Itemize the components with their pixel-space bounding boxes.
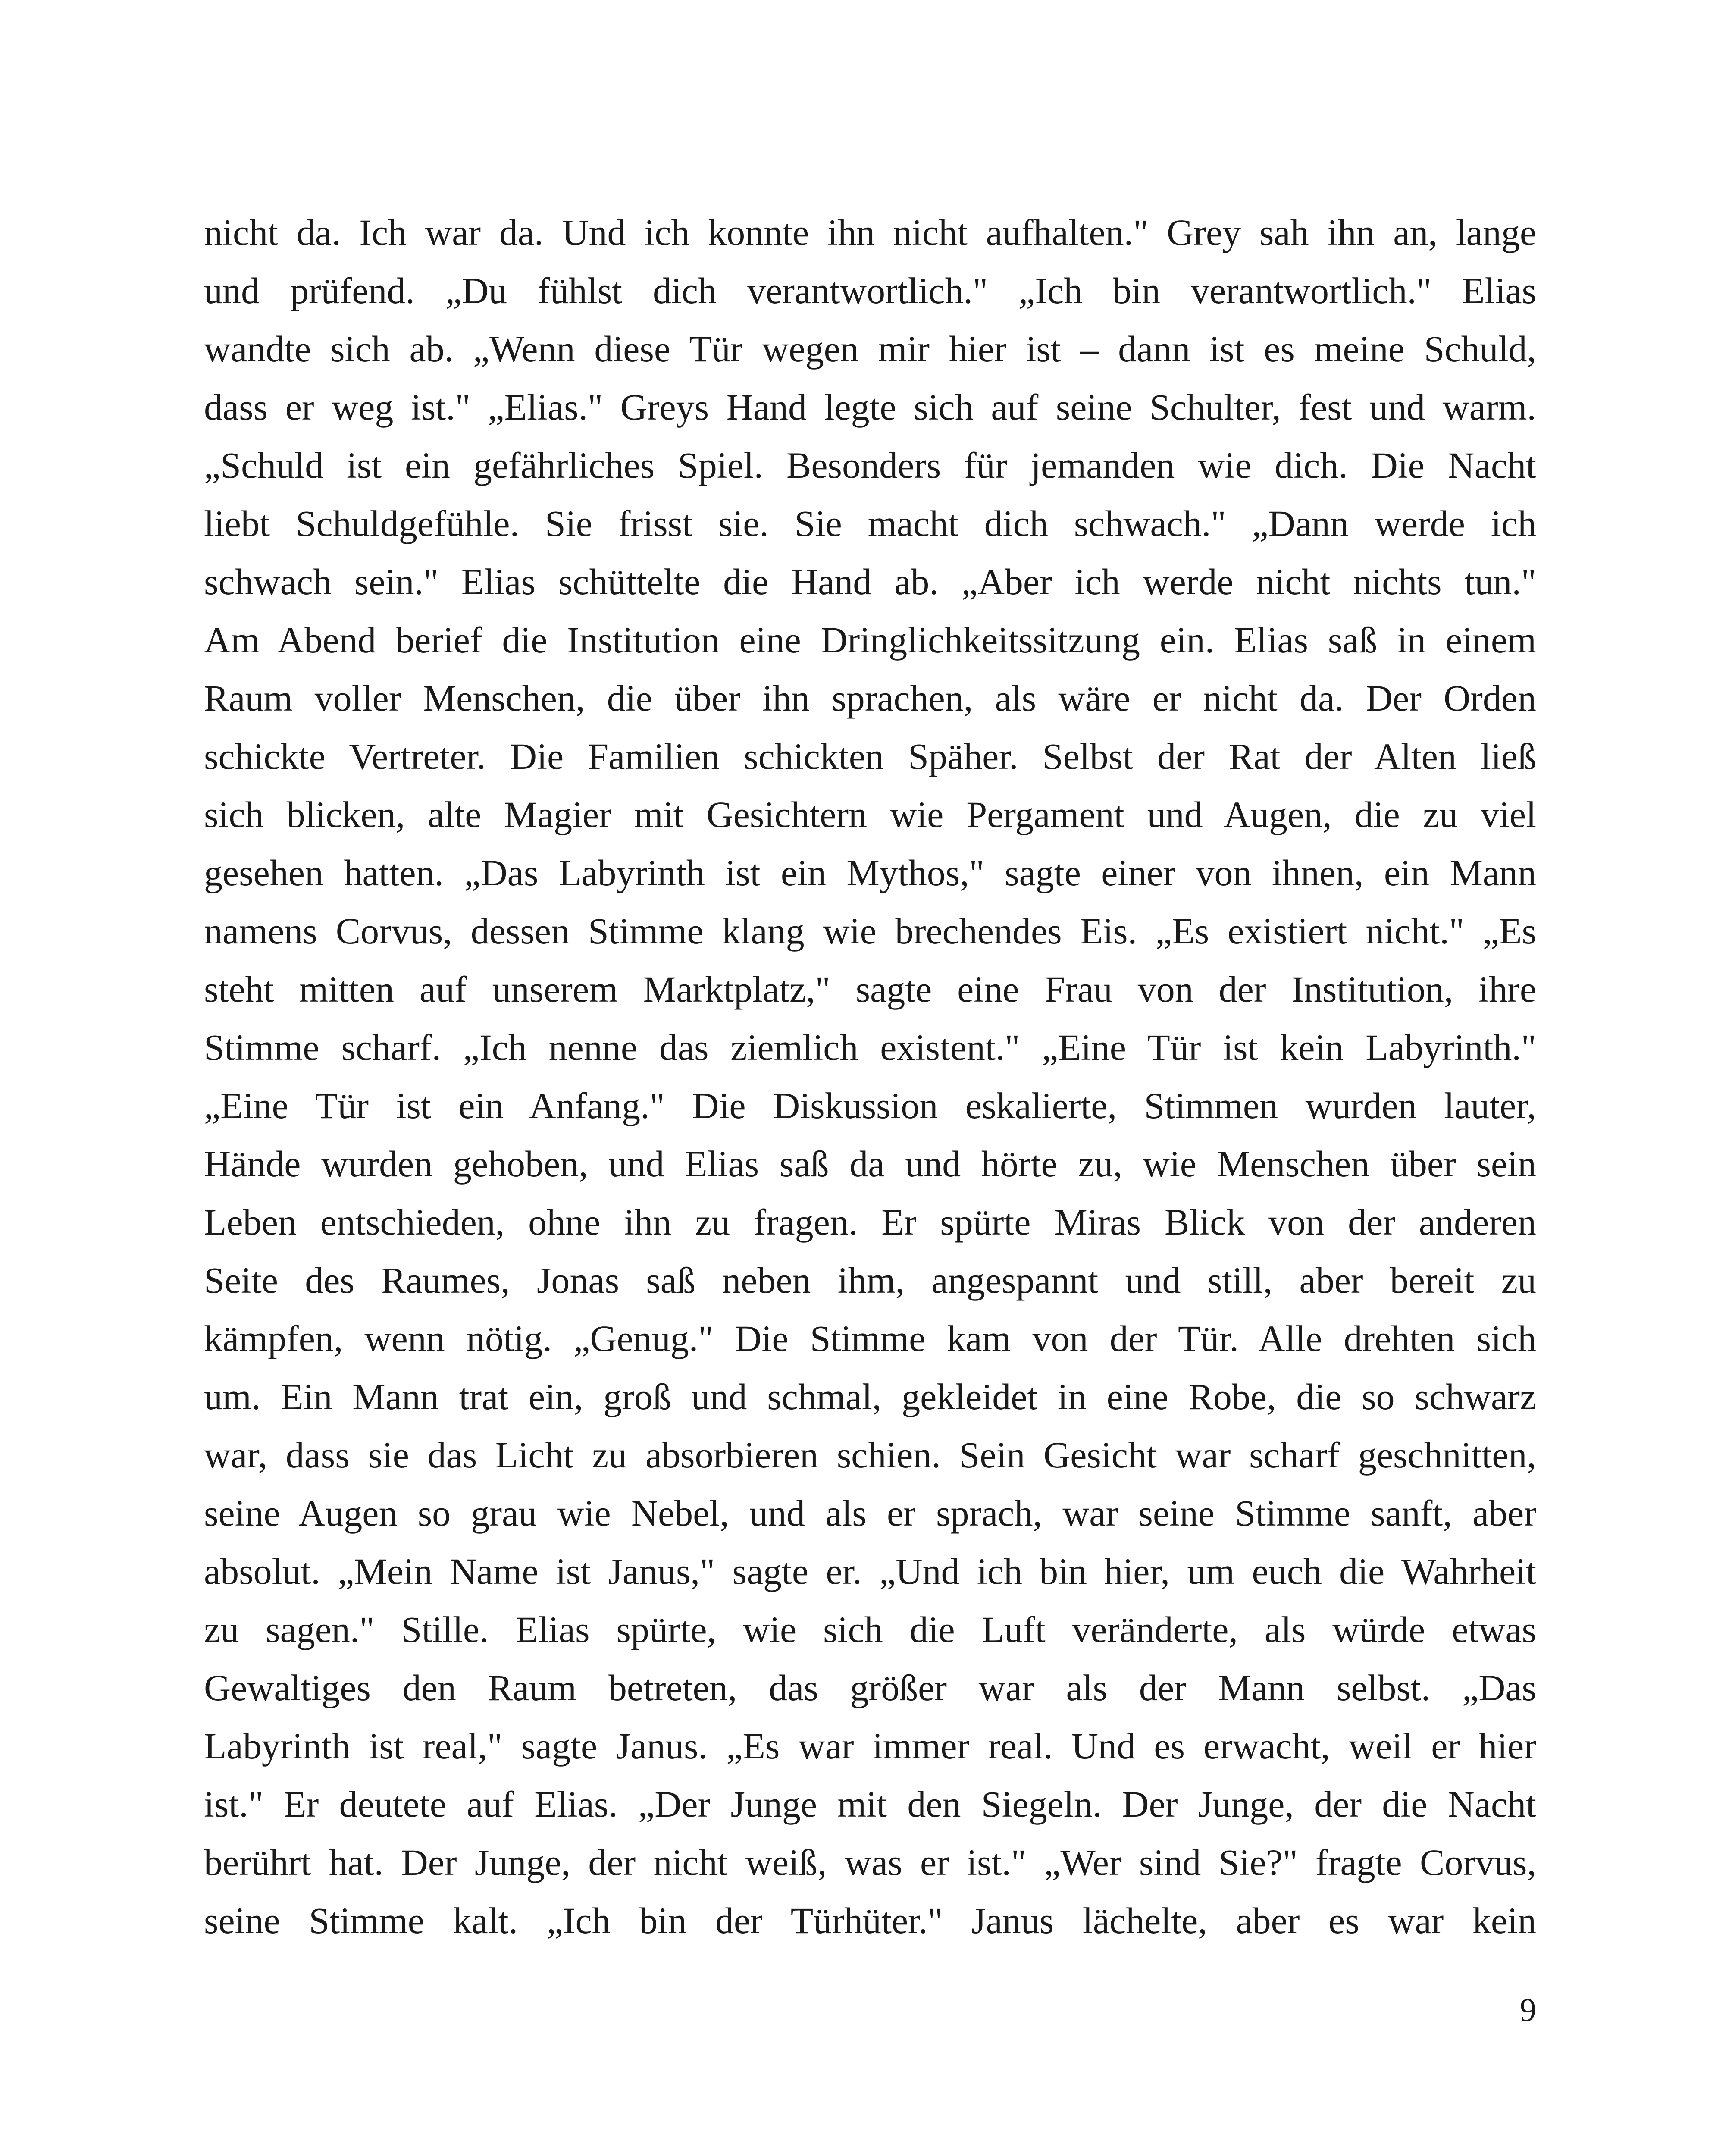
body-text <box>204 204 1536 1950</box>
text-line: namens Corvus, dessen Stimme klang wie brechendes Eis. „Es existiert nicht." „Es <box>204 910 1536 952</box>
text-line: schickte Vertreter. Die Familien schickten Späher. Selbst der Rat der Alten ließ <box>204 736 1536 777</box>
text-line: Labyrinth ist real," sagte Janus. „Es war immer real. Und es erwacht, weil er hier <box>204 1725 1536 1767</box>
text-line: Gewaltiges den Raum betreten, das größer war als der Mann selbst. „Das <box>204 1667 1536 1708</box>
text-line: steht mitten auf unserem Marktplatz," sagte eine Frau von der Institution, ihre <box>204 968 1536 1010</box>
text-line: Stimme scharf. „Ich nenne das ziemlich existent." „Eine Tür ist kein Labyrinth." <box>204 1027 1536 1068</box>
text-line: wandte sich ab. „Wenn diese Tür wegen mir hier ist – dann ist es meine Schuld, <box>204 328 1536 370</box>
text-line: „Schuld ist ein gefährliches Spiel. Besonders für jemanden wie dich. Die Nacht <box>204 445 1536 486</box>
text-line: absolut. „Mein Name ist Janus," sagte er. „Und ich bin hier, um euch die Wahrheit <box>204 1551 1536 1592</box>
text-line: Am Abend berief die Institution eine Dringlichkeitssitzung ein. Elias saß in einem <box>204 619 1536 661</box>
text-line: seine Stimme kalt. „Ich bin der Türhüter." Janus lächelte, aber es war kein <box>204 1900 1536 1941</box>
text-line: nicht da. Ich war da. Und ich konnte ihn nicht aufhalten." Grey sah ihn an, lange <box>204 212 1536 253</box>
text-line: war, dass sie das Licht zu absorbieren schien. Sein Gesicht war scharf geschnitten, <box>204 1434 1536 1476</box>
text-line: Seite des Raumes, Jonas saß neben ihm, angespannt und still, aber bereit zu <box>204 1260 1536 1301</box>
text-line: gesehen hatten. „Das Labyrinth ist ein Mythos," sagte einer von ihnen, ein Mann <box>204 852 1536 893</box>
text-line: Hände wurden gehoben, und Elias saß da und hörte zu, wie Menschen über sein <box>204 1143 1536 1185</box>
text-line: berührt hat. Der Junge, der nicht weiß, was er ist." „Wer sind Sie?" fragte Corvus, <box>204 1842 1536 1883</box>
text-line: Leben entschieden, ohne ihn zu fragen. Er spürte Miras Blick von der anderen <box>204 1201 1536 1243</box>
page-number: 9 <box>1520 1992 1536 2028</box>
text-line: kämpfen, wenn nötig. „Genug." Die Stimme kam von der Tür. Alle drehten sich <box>204 1318 1536 1359</box>
text-line: „Eine Tür ist ein Anfang." Die Diskussion eskalierte, Stimmen wurden lauter, <box>204 1085 1536 1126</box>
text-line: ist." Er deutete auf Elias. „Der Junge mit den Siegeln. Der Junge, der die Nacht <box>204 1783 1536 1825</box>
text-line: liebt Schuldgefühle. Sie frisst sie. Sie macht dich schwach." „Dann werde ich <box>204 503 1536 544</box>
text-line: und prüfend. „Du fühlst dich verantwortlich." „Ich bin verantwortlich." Elias <box>204 270 1536 311</box>
text-line: seine Augen so grau wie Nebel, und als er sprach, war seine Stimme sanft, aber <box>204 1492 1536 1534</box>
text-line: um. Ein Mann trat ein, groß und schmal, gekleidet in eine Robe, die so schwarz <box>204 1376 1536 1417</box>
text-line: sich blicken, alte Magier mit Gesichtern wie Pergament und Augen, die zu viel <box>204 794 1536 835</box>
text-line: zu sagen." Stille. Elias spürte, wie sich die Luft veränderte, als würde etwas <box>204 1609 1536 1650</box>
text-line: schwach sein." Elias schüttelte die Hand ab. „Aber ich werde nicht nichts tun." <box>204 561 1536 602</box>
text-line: Raum voller Menschen, die über ihn sprachen, als wäre er nicht da. Der Orden <box>204 677 1536 719</box>
text-line: dass er weg ist." „Elias." Greys Hand legte sich auf seine Schulter, fest und warm. <box>204 386 1536 428</box>
